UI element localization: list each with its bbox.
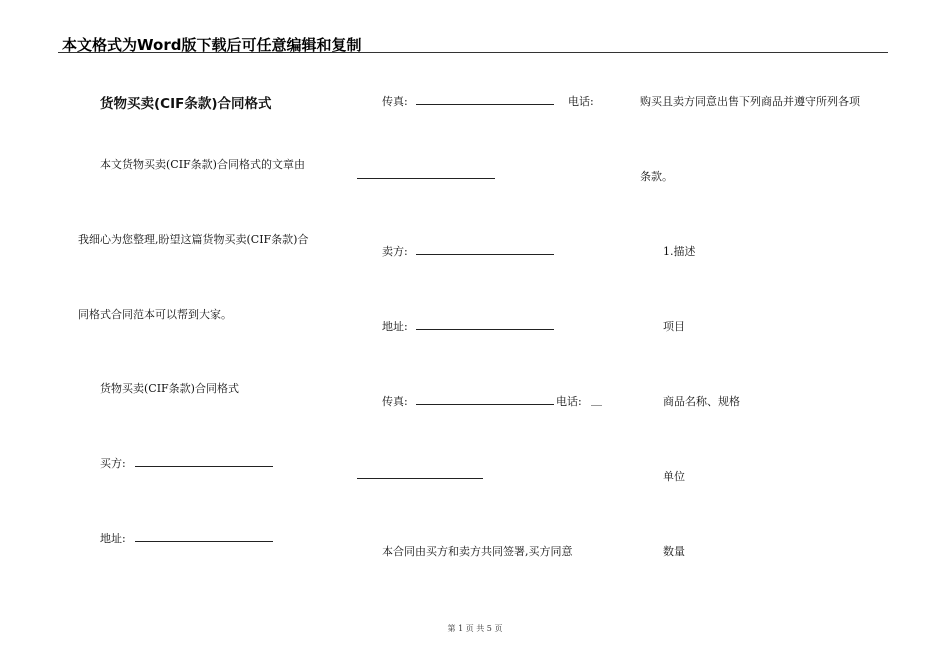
field-product-name-spec: 商品名称、规格	[663, 395, 740, 408]
section-description: 1.描述	[663, 245, 696, 258]
seller-phone-blank-line	[357, 478, 483, 479]
page-number-footer: 第 1 页 共 5 页	[447, 624, 503, 633]
buyer-fax-blank-line	[416, 104, 554, 105]
seller-phone-label: 电话:	[556, 395, 582, 408]
field-quantity: 数量	[663, 545, 685, 558]
header-divider	[58, 52, 888, 53]
intro-text-line-3: 同格式合同范本可以帮到大家。	[78, 308, 232, 321]
intro-text-line-2: 我细心为您整理,盼望这篇货物买卖(CIF条款)合	[78, 233, 309, 246]
buyer-address-label: 地址:	[100, 532, 126, 545]
buyer-address-blank-line	[135, 541, 273, 542]
seller-address-label: 地址:	[382, 320, 408, 333]
buyer-phone-label: 电话:	[568, 95, 594, 108]
intro-text-line-1: 本文货物买卖(CIF条款)合同格式的文章由	[100, 158, 305, 171]
buyer-blank-line	[135, 466, 273, 467]
document-title: 货物买卖(CIF条款)合同格式	[100, 96, 272, 112]
seller-fax-blank-line	[416, 404, 554, 405]
agreement-text-cont-2: 条款。	[640, 170, 673, 183]
field-unit: 单位	[663, 470, 685, 483]
seller-label: 卖方:	[382, 245, 408, 258]
buyer-label: 买方:	[100, 457, 126, 470]
contract-subtitle: 货物买卖(CIF条款)合同格式	[100, 382, 239, 395]
agreement-text-cont-1: 购买且卖方同意出售下列商品并遵守所列各项	[640, 95, 860, 108]
buyer-fax-label: 传真:	[382, 95, 408, 108]
seller-phone-blank-start: __	[591, 393, 602, 406]
seller-fax-label: 传真:	[382, 395, 408, 408]
field-item: 项目	[663, 320, 685, 333]
seller-address-blank-line	[416, 329, 554, 330]
buyer-phone-blank-line	[357, 178, 495, 179]
document-header-title: 本文格式为Word版下载后可任意编辑和复制	[62, 36, 362, 54]
seller-blank-line	[416, 254, 554, 255]
agreement-text: 本合同由买方和卖方共同签署,买方同意	[382, 545, 573, 558]
